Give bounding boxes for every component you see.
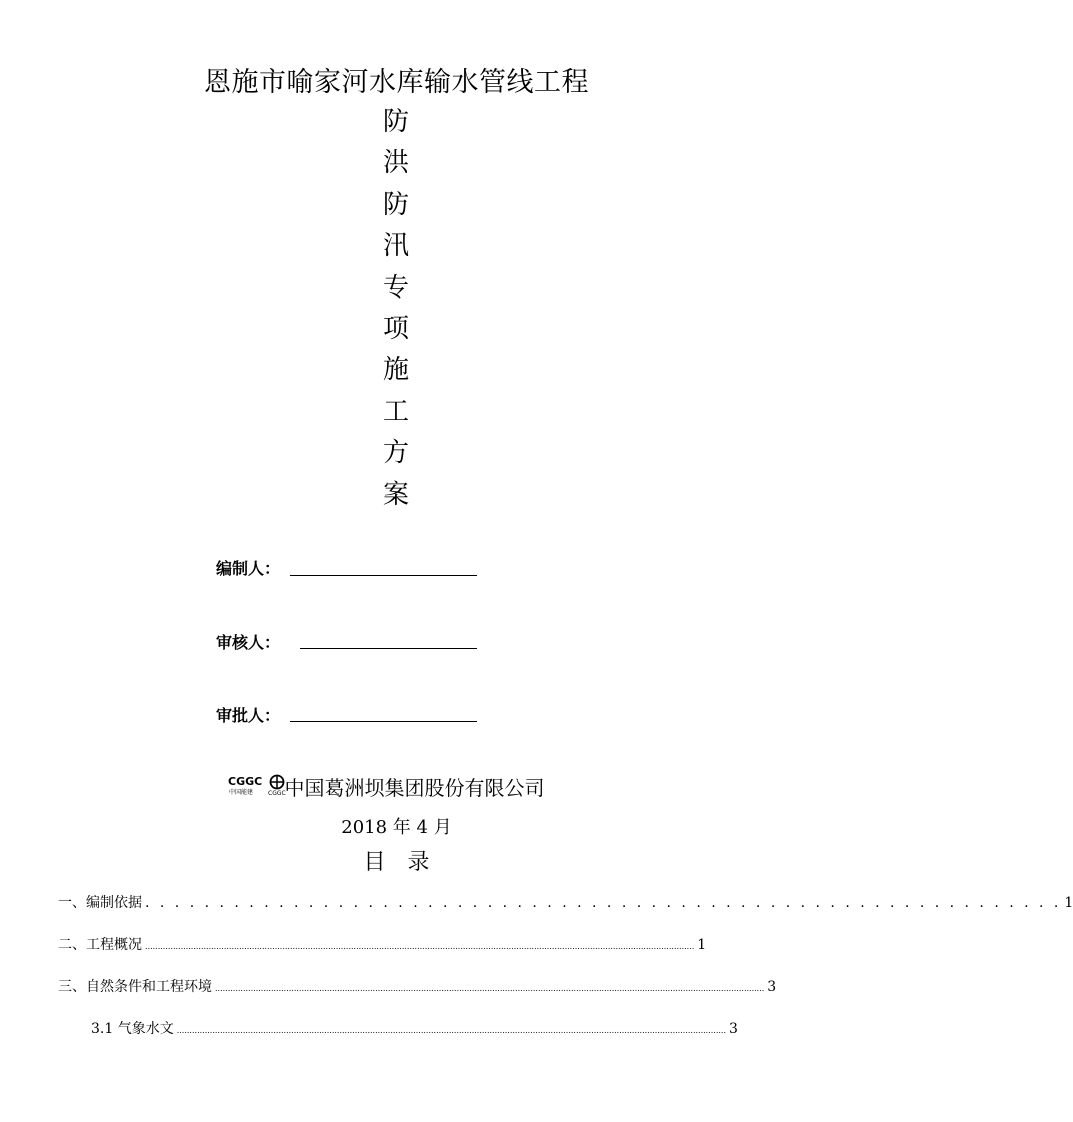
toc-leader: . . . . . . . . . . . . . . . . . . . . . . . . . . . . . . . . . . . . . . . . . . . . . . . . . . . . . . . . . . . . . .: [145, 895, 1062, 911]
toc-entry-label: 二、工程概况: [58, 937, 142, 953]
plan-title-char: 项: [382, 313, 409, 344]
toc-entry-label: 一、编制依据: [58, 895, 142, 911]
compiler-label: 编制人：: [216, 559, 281, 578]
toc-entry-page: 3: [729, 1021, 738, 1037]
plan-title-char: 专: [382, 272, 409, 303]
plan-title-char: 洪: [382, 148, 409, 179]
toc-entry-label: 三、自然条件和工程环境: [58, 979, 212, 995]
toc-entry[interactable]: [91, 1018, 738, 1038]
toc-entry-page: 1: [1064, 895, 1073, 911]
logo-right-sub: CGGC: [268, 790, 286, 797]
plan-title-char: 工: [382, 396, 409, 427]
toc-leader: ........................................................................................................................................................................................................................: [215, 984, 765, 993]
document-date: 2018 年 4 月: [341, 817, 452, 838]
toc-leader: ........................................................................................................................................................................................................................: [176, 1026, 726, 1035]
reviewer-label: 审核人：: [216, 633, 281, 652]
company-name: 中国葛洲坝集团股份有限公司: [284, 776, 545, 800]
toc-entry-page: 3: [767, 979, 777, 995]
approver-signature-line: [290, 721, 477, 722]
toc-leader: ........................................................................................................................................................................................................................: [145, 942, 695, 951]
plan-title-char: 施: [382, 355, 409, 386]
logo-left-text: CGGC: [228, 775, 263, 788]
compiler-signature-line: [290, 575, 477, 576]
approver-label: 审批人：: [216, 706, 281, 725]
logo-left-sub: 中国能建: [229, 789, 254, 796]
plan-title-char: 防: [382, 189, 409, 220]
toc-entry[interactable]: [58, 976, 777, 996]
project-title: 恩施市喻家河水库输水管线工程: [204, 67, 589, 98]
plan-title-vertical: [376, 102, 416, 516]
plan-title-char: 防: [382, 107, 409, 137]
toc-entry[interactable]: [58, 892, 1073, 912]
plan-title-char: 案: [382, 479, 409, 510]
toc-title: 目 录: [363, 850, 430, 875]
reviewer-signature-line: [300, 648, 477, 649]
toc-entry-page: 1: [697, 937, 707, 953]
plan-title-char: 汛: [382, 231, 409, 262]
plan-title-char: 方: [382, 438, 409, 469]
toc-entry[interactable]: [58, 934, 707, 954]
toc-entry-label: 3.1 气象水文: [91, 1021, 174, 1037]
